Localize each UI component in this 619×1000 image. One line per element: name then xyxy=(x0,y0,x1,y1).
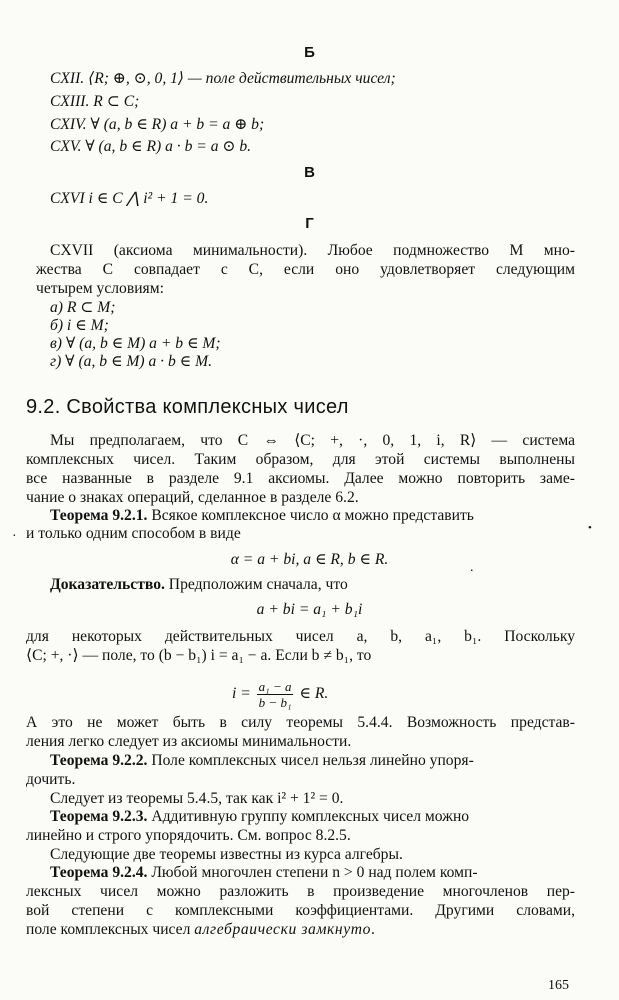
heading-b: Б xyxy=(304,44,315,61)
axiom-c17-line3: четырем условиям: xyxy=(36,280,164,297)
page-number: 165 xyxy=(548,978,569,993)
proof-intro xyxy=(50,576,348,594)
axiom-c15: CXV. ∀ (a, b ∈ R) a · b = a ⊙ b. xyxy=(50,138,252,155)
fraction-lhs: i = xyxy=(232,685,251,703)
speck-mark: · xyxy=(12,529,17,544)
proof-line3: А это не может быть в силу теоремы 5.4.4. Возможность представ- xyxy=(26,714,575,731)
theorem-924-line3: вой степени с комплексными коэффициентами. Другими словами, xyxy=(26,902,575,919)
theorem-924-text: Любой многочлен степени n > 0 над полем комп- xyxy=(147,864,478,881)
theorem-922 xyxy=(50,752,474,770)
axiom-c12: CXII. ⟨R; ⊕, ⊙, 0, 1⟩ — поле действительных чисел; xyxy=(50,70,396,87)
axiom-c14: CXIV. ∀ (a, b ∈ R) a + b = a ⊕ b; xyxy=(50,116,265,133)
fraction xyxy=(257,679,294,710)
speck-mark-3: . xyxy=(470,560,474,575)
intro-line4: чание о знаках операций, сделанное в разделе 6.2. xyxy=(26,489,359,506)
fraction-numerator: a₁ − a xyxy=(258,679,292,694)
theorem-923-note: Следующие две теоремы известны из курса алгебры. xyxy=(50,846,403,863)
axiom-c13: CXIII. R ⊂ C; xyxy=(50,93,140,110)
condition-v: в) ∀ (a, b ∈ M) a + b ∈ M; xyxy=(50,335,221,352)
intro-line2: комплексных чисел. Таким образом, для этой системы выполнены xyxy=(26,451,575,468)
theorem-924-plain: поле комплексных чисел xyxy=(26,921,195,938)
theorem-923-label: Теорема 9.2.3. xyxy=(50,808,148,825)
condition-a: а) R ⊂ M; xyxy=(50,299,116,316)
theorem-921-text: Всякое комплексное число α можно представить xyxy=(147,507,474,524)
theorem-922-note: Следует из теоремы 5.4.5, так как i² + 1² = 0. xyxy=(50,790,344,807)
theorem-923 xyxy=(50,808,469,826)
theorem-924-italic: алгебраически замкнуто xyxy=(194,921,372,938)
theorem-924-line2: лексных чисел можно разложить в произведение многочленов пер- xyxy=(26,883,575,900)
theorem-921-line2: и только одним способом в виде xyxy=(26,525,241,542)
heading-v: В xyxy=(304,164,315,181)
fraction-denominator: b − b₁ xyxy=(258,695,292,710)
proof-label: Доказательство. xyxy=(50,576,165,593)
theorem-921 xyxy=(50,507,474,525)
intro-line3: все названные в разделе 9.1 аксиомы. Далее можно повторить заме- xyxy=(26,470,575,487)
condition-b: б) i ∈ M; xyxy=(50,317,109,334)
theorem-922-label: Теорема 9.2.2. xyxy=(50,752,148,769)
axiom-c17-line2: жества C совпадает с C, если оно удовлетворяет следующим xyxy=(36,261,575,278)
axiom-c17-line1: CXVII (аксиома минимальности). Любое подмножество M мно- xyxy=(50,242,575,259)
axiom-c16: CXVI i ∈ C ⋀ i² + 1 = 0. xyxy=(50,190,209,207)
proof-text: Предположим сначала, что xyxy=(164,576,348,593)
fraction-rhs: ∈ R. xyxy=(299,685,329,703)
theorem-924-end: . xyxy=(371,921,375,938)
theorem-921-label: Теорема 9.2.1. xyxy=(50,507,148,524)
speck-mark-2: • xyxy=(588,522,592,534)
condition-g: г) ∀ (a, b ∈ M) a · b ∈ M. xyxy=(50,353,213,370)
section-title: 9.2. Свойства комплексных чисел xyxy=(26,396,349,418)
intro-line1: Мы предполагаем, что C ⇔ ⟨C; +, ·, 0, 1, i, R⟩ — система xyxy=(50,432,575,449)
theorem-922-line2: дочить. xyxy=(26,771,76,788)
theorem-924 xyxy=(50,864,478,882)
proof-line1: для некоторых действительных чисел a, b, a₁, b₁. Поскольку xyxy=(26,628,575,645)
theorem-923-line2: линейно и строго упорядочить. См. вопрос 8.2.5. xyxy=(26,827,351,844)
theorem-924-line4 xyxy=(26,921,375,939)
theorem-923-text: Аддитивную группу комплексных чисел можно xyxy=(147,808,470,825)
formula-equality: a + bi = a₁ + b₁i xyxy=(256,601,363,618)
proof-line2: ⟨C; +, ·⟩ — поле, то (b − b₁) i = a₁ − a. Если b ≠ b₁, то xyxy=(26,647,372,664)
formula-representation: α = a + bi, a ∈ R, b ∈ R. xyxy=(230,551,389,568)
formula-fraction xyxy=(232,679,328,710)
theorem-924-label: Теорема 9.2.4. xyxy=(50,864,148,881)
heading-g: Г xyxy=(305,215,314,232)
theorem-922-text: Поле комплексных чисел нельзя линейно упоря- xyxy=(147,752,474,769)
proof-line4: ления легко следует из аксиомы минимальности. xyxy=(26,733,352,750)
